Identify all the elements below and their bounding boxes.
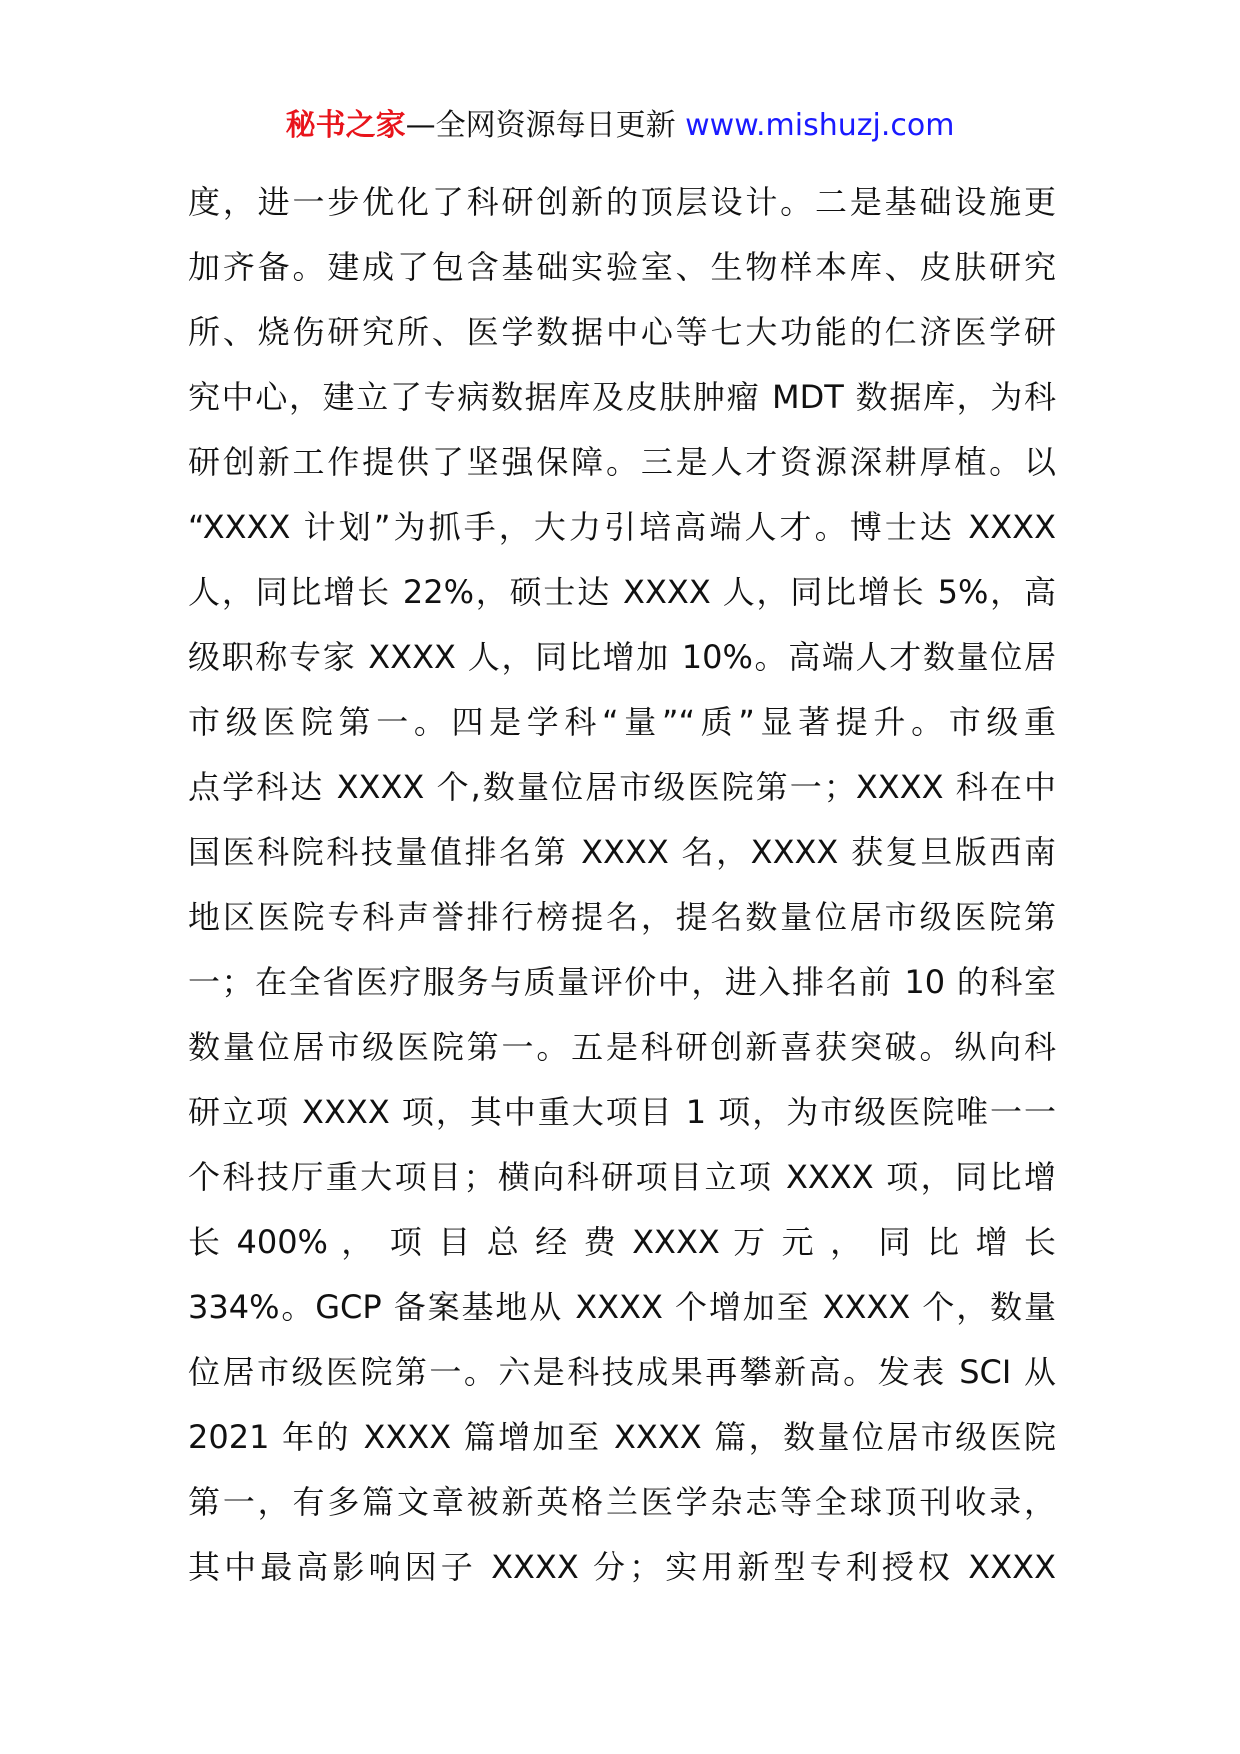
header-site-link[interactable]: www.mishuzj.com	[685, 108, 955, 143]
page-header	[0, 106, 1240, 146]
body-text	[188, 170, 1056, 1600]
text-line: 加齐备。建成了包含基础实验室、生物样本库、皮肤研究	[188, 248, 1056, 286]
text-line: 一；在全省医疗服务与质量评价中，进入排名前 10 的科室	[188, 963, 1056, 1001]
header-brand: 秘书之家	[285, 108, 406, 143]
header-tagline: —全网资源每日更新	[405, 108, 686, 143]
text-line: 人，同比增长 22%，硕士达 XXXX 人，同比增长 5%，高	[188, 573, 1056, 611]
text-line: 位居市级医院第一。六是科技成果再攀新高。发表 SCI 从	[188, 1353, 1056, 1391]
text-line: 2021 年的 XXXX 篇增加至 XXXX 篇，数量位居市级医院	[188, 1418, 1056, 1456]
text-line: 个科技厅重大项目；横向科研项目立项 XXXX 项，同比增	[188, 1158, 1056, 1196]
text-line: 究中心，建立了专病数据库及皮肤肿瘤 MDT 数据库，为科	[188, 378, 1056, 416]
text-line: 334%。GCP 备案基地从 XXXX 个增加至 XXXX 个，数量	[188, 1288, 1056, 1326]
text-line: 点学科达 XXXX 个,数量位居市级医院第一；XXXX 科在中	[188, 768, 1056, 806]
text-line: 级职称专家 XXXX 人，同比增加 10%。高端人才数量位居	[188, 638, 1056, 676]
text-line: 国医科院科技量值排名第 XXXX 名，XXXX 获复旦版西南	[188, 833, 1056, 871]
text-line: “XXXX 计划”为抓手，大力引培高端人才。博士达 XXXX	[188, 508, 1056, 546]
text-line: 度，进一步优化了科研创新的顶层设计。二是基础设施更	[188, 183, 1056, 221]
text-line: 研创新工作提供了坚强保障。三是人才资源深耕厚植。以	[188, 443, 1056, 481]
text-line: 长 400% ， 项 目 总 经 费 XXXX 万 元 ， 同 比 增 长	[188, 1223, 1056, 1261]
text-line: 其中最高影响因子 XXXX 分；实用新型专利授权 XXXX	[188, 1548, 1056, 1586]
text-line: 地区医院专科声誉排行榜提名，提名数量位居市级医院第	[188, 898, 1056, 936]
text-line: 所、烧伤研究所、医学数据中心等七大功能的仁济医学研	[188, 313, 1056, 351]
text-line: 第一，有多篇文章被新英格兰医学杂志等全球顶刊收录，	[188, 1483, 1056, 1521]
text-line: 研立项 XXXX 项，其中重大项目 1 项，为市级医院唯一一	[188, 1093, 1056, 1131]
text-line: 数量位居市级医院第一。五是科研创新喜获突破。纵向科	[188, 1028, 1056, 1066]
text-line: 市级医院第一。四是学科“量”“质”显著提升。市级重	[188, 703, 1056, 741]
